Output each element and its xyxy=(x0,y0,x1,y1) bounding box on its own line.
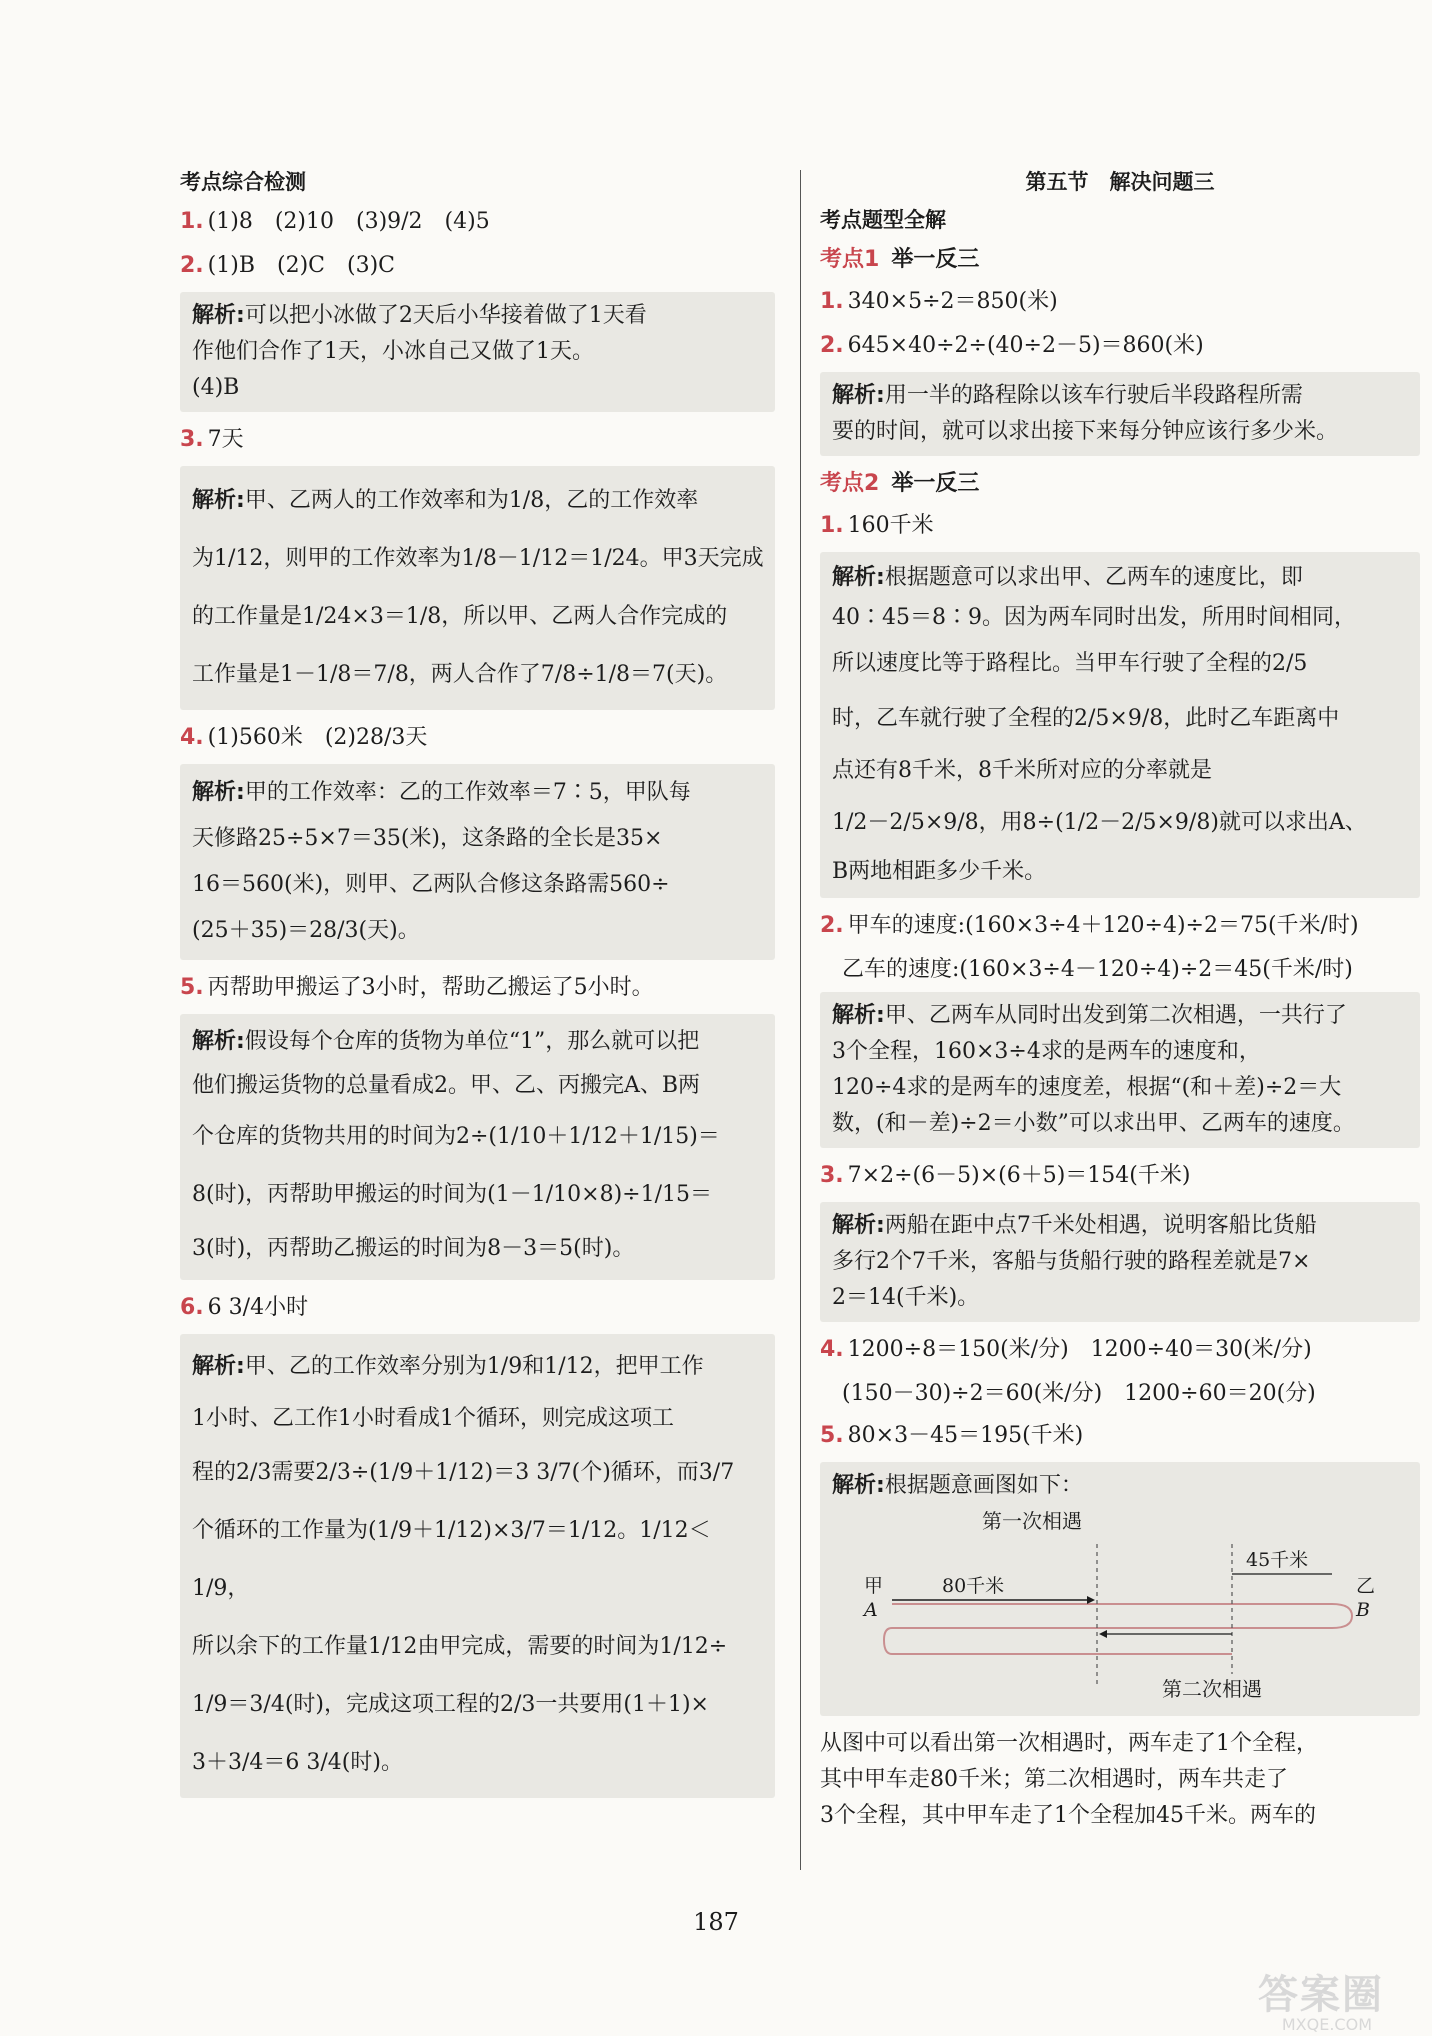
page-number: 187 xyxy=(693,1908,739,1936)
kp2-analysis-3: 解析:两船在距中点7千米处相遇，说明客船比货船 多行2个7千米，客船与货船行驶的路程差就是7× 2＝14(千米)。 xyxy=(820,1202,1420,1322)
watermark-logo: 答案圈 xyxy=(1258,1972,1384,2018)
answer-6: 6. 6 3/4小时 xyxy=(180,1295,309,1320)
kp2-analysis-1: 解析:根据题意可以求出甲、乙两车的速度比，即 40∶45＝8∶9。因为两车同时出发，所用时间相同， 所以速度比等于路程比。当甲车行驶了全程的2/5 时，乙车就行驶了全程的2/5×9/8，此时乙车距离中 点还有8千米，8千米所对应的分率就是 1/2－2/5×9/8，用8÷(1/2－2/5×9/8)就可以求出A、 B两地相距多少千米。 xyxy=(820,552,1420,898)
kp1-heading: 考点1 举一反三 xyxy=(820,247,980,272)
kp2-answer-4-line2: (150－30)÷2＝60(米/分) 1200÷60＝20(分) xyxy=(842,1381,1316,1406)
analysis-3: 解析:甲、乙两人的工作效率和为1/8，乙的工作效率 为1/12，则甲的工作效率为1/8－1/12＝1/24。甲3天完成 的工作量是1/24×3＝1/8，所以甲、乙两人合作完成的 工作量是1－1/8＝7/8，两人合作了7/8÷1/8＝7(天)。 xyxy=(180,466,775,710)
subtitle: 考点题型全解 xyxy=(820,208,946,232)
conclusion-line-3: 3个全程，其中甲车走了1个全程加45千米。两车的 xyxy=(820,1803,1316,1828)
kp2-answer-5: 5. 80×3－45＝195(千米) xyxy=(820,1423,1084,1448)
analysis-2: 解析:可以把小冰做了2天后小华接着做了1天看 作他们合作了1天，小冰自己又做了1天。 (4)B xyxy=(180,292,775,412)
kp2-answer-2: 2. 甲车的速度:(160×3÷4＋120÷4)÷2＝75(千米/时) xyxy=(820,913,1359,938)
jia-arrowhead xyxy=(1087,1596,1095,1604)
analysis-6: 解析:甲、乙的工作效率分别为1/9和1/12，把甲工作 1小时、乙工作1小时看成1个循环，则完成这项工 程的2/3需要2/3÷(1/9＋1/12)＝3 3/7(个)循环，而3/7 个循环的工作量为(1/9＋1/12)×3/7＝1/12。1/12＜1/9， 所以余下的工作量1/12由甲完成，需要的时间为1/12÷ 1/9＝3/4(时)，完成这项工程的2/3一共要用(1＋1)× 3＋3/4＝6 3/4(时)。 xyxy=(180,1334,775,1798)
kp2-answer-1: 1. 160千米 xyxy=(820,513,934,538)
section-heading: 第五节 解决问题三 xyxy=(1025,170,1215,194)
diagram-label-45km: 45千米 xyxy=(1246,1549,1309,1571)
diagram-label-point-b: B xyxy=(1356,1599,1370,1621)
column-divider xyxy=(800,170,801,1870)
meeting-diagram xyxy=(832,1504,1392,1704)
diagram-label-point-a: A xyxy=(864,1599,878,1621)
kp1-answer-2: 2. 645×40÷2÷(40÷2－5)＝860(米) xyxy=(820,333,1204,358)
diagram-label-first-meeting: 第一次相遇 xyxy=(982,1509,1082,1533)
analysis-4: 解析:甲的工作效率：乙的工作效率＝7∶5，甲队每 天修路25÷5×7＝35(米)，这条路的全长是35× 16＝560(米)，则甲、乙两队合修这条路需560÷ (25＋35)＝28/3(天)。 xyxy=(180,764,775,960)
diagram-label-jia: 甲 xyxy=(864,1575,884,1597)
conclusion-line-1: 从图中可以看出第一次相遇时，两车走了1个全程， xyxy=(820,1731,1318,1756)
answer-5: 5. 丙帮助甲搬运了3小时，帮助乙搬运了5小时。 xyxy=(180,975,654,1000)
answer-4: 4. (1)560米 (2)28/3天 xyxy=(180,725,428,750)
answer-3: 3. 7天 xyxy=(180,427,244,452)
analysis-5: 解析:假设每个仓库的货物为单位“1”，那么就可以把 他们搬运货物的总量看成2。甲、乙、丙搬完A、B两 个仓库的货物共用的时间为2÷(1/10＋1/12＋1/15)＝ 8(时)，丙帮助甲搬运的时间为(1－1/10×8)÷1/15＝ 3(时)，丙帮助乙搬运的时间为8－3＝5(时)。 xyxy=(180,1014,775,1280)
left-column xyxy=(180,160,775,1808)
right-column xyxy=(820,160,1420,1834)
return-arrowhead xyxy=(1099,1630,1107,1638)
kp2-answer-4: 4. 1200÷8＝150(米/分) 1200÷40＝30(米/分) xyxy=(820,1337,1312,1362)
kp1-answer-1: 1. 340×5÷2＝850(米) xyxy=(820,289,1058,314)
diagram-label-second-meeting: 第二次相遇 xyxy=(1162,1677,1262,1701)
kp1-analysis-2: 解析:用一半的路程除以该车行驶后半段路程所需 要的时间，就可以求出接下来每分钟应该行多少米。 xyxy=(820,372,1420,456)
section-title: 考点综合检测 xyxy=(180,170,306,194)
diagram-label-yi: 乙 xyxy=(1356,1575,1376,1597)
diagram-label-80km: 80千米 xyxy=(942,1575,1005,1597)
kp2-heading: 考点2 举一反三 xyxy=(820,471,980,496)
kp2-analysis-5: 解析:根据题意画图如下： 第一次相遇 甲 A 乙 B 80千米 45千米 第二次相遇 xyxy=(820,1462,1420,1716)
answer-1: 1. (1)8 (2)10 (3)9/2 (4)5 xyxy=(180,209,490,234)
answer-2: 2. (1)B (2)C (3)C xyxy=(180,253,395,278)
kp2-analysis-2: 解析:甲、乙两车从同时出发到第二次相遇，一共行了 3个全程，160×3÷4求的是两车的速度和， 120÷4求的是两车的速度差，根据“(和＋差)÷2＝大 数，(和－差)÷2＝小数”可以求出甲、乙两车的速度。 xyxy=(820,992,1420,1148)
kp2-answer-3: 3. 7×2÷(6－5)×(6＋5)＝154(千米) xyxy=(820,1163,1191,1188)
route-outbound xyxy=(884,1604,1352,1654)
watermark-url: MXQE.COM xyxy=(1281,2015,1372,2034)
conclusion-line-2: 其中甲车走80千米；第二次相遇时，两车共走了 xyxy=(820,1767,1288,1792)
kp2-answer-2-line2: 乙车的速度:(160×3÷4－120÷4)÷2＝45(千米/时) xyxy=(842,957,1353,982)
